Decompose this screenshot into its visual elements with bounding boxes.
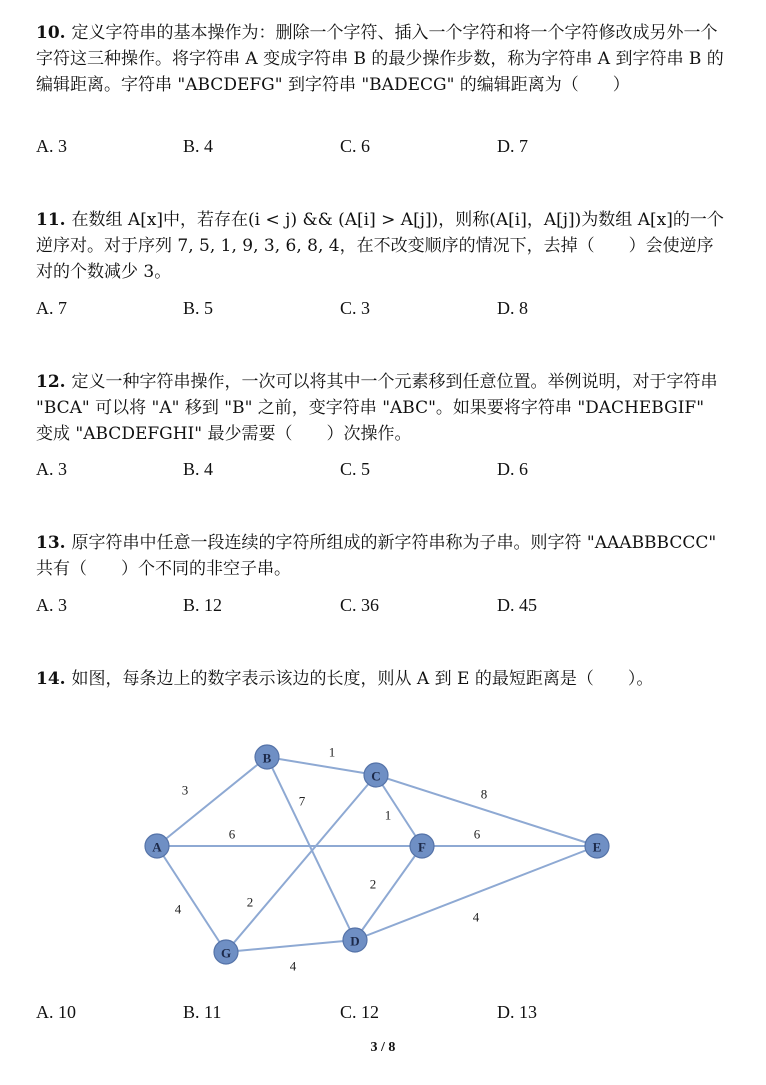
edge-b-c xyxy=(267,757,376,775)
edge-weight-b-c: 1 xyxy=(328,744,336,760)
node-g xyxy=(214,940,238,964)
question-11-stem: 11. 在数组 A[x]中，若存在(i < j) && (A[i] > A[j])，则称(A[i]，A[j])为数组 A[x]的一个逆序对。对于序列 7, 5, 1, 9, 3, 6, 8, 4，在不改变顺序的情况下，去掉（ ）会使逆序对的个数减少 3。 xyxy=(36,210,724,282)
edge-weight-f-e: 6 xyxy=(473,826,481,842)
option-a[interactable]: A. 10 xyxy=(36,1002,76,1022)
node-a xyxy=(145,834,169,858)
option-d[interactable]: D. 45 xyxy=(497,595,537,615)
node-label: A xyxy=(152,839,162,855)
node-label: B xyxy=(262,750,272,766)
question-number: 10 xyxy=(36,23,60,43)
edge-f-d xyxy=(355,846,422,940)
option-a[interactable]: A. 3 xyxy=(36,459,67,479)
graph-edge-weights xyxy=(175,745,488,973)
node-b xyxy=(255,745,279,769)
node-label: F xyxy=(418,839,426,855)
option-b[interactable]: B. 4 xyxy=(183,136,214,156)
option-c[interactable]: C. 5 xyxy=(340,459,371,479)
node-e xyxy=(585,834,609,858)
option-d[interactable]: D. 13 xyxy=(497,1002,537,1022)
node-label: G xyxy=(220,945,232,961)
question-10-options xyxy=(36,136,726,160)
question-12-stem: 12. 定义一种字符串操作，一次可以将其中一个元素移到任意位置。举例说明，对于字符串 "BCA" 可以将 "A" 移到 "B" 之前，变字符串 "ABC"。如果要将字符串 "DACHEBGIF" 变成 "ABCDEFGHI" 最少需要（ ）次操作。 xyxy=(36,372,718,444)
weighted-graph-diagram xyxy=(110,722,670,972)
edge-weight-a-f: 6 xyxy=(228,826,236,842)
node-c xyxy=(364,763,388,787)
question-text: 定义字符串的基本操作为：删除一个字符、插入一个字符和将一个字符修改成另外一个字符这三种操作。将字符串 A 变成字符串 B 的最少操作步数，称为字符串 A 到字符串 B 的编辑距离。字符串 "ABCDEFG" 到字符串 "BADECG" 的编辑距离为（ ） xyxy=(36,23,724,95)
edge-weight-a-g: 4 xyxy=(174,901,182,917)
question-11-options xyxy=(36,298,726,322)
question-text: 在数组 A[x]中，若存在(i < j) && (A[i] > A[j])，则称(A[i]，A[j])为数组 A[x]的一个逆序对。对于序列 7, 5, 1, 9, 3, 6, 8, 4，在不改变顺序的情况下，去掉（ ）会使逆序对的个数减少 3。 xyxy=(36,210,724,282)
edge-weight-g-c: 2 xyxy=(246,894,254,910)
question-text: 如图，每条边上的数字表示该边的长度，则从 A 到 E 的最短距离是（ ）。 xyxy=(71,669,654,689)
option-a[interactable]: A. 3 xyxy=(36,136,67,156)
question-number: 11 xyxy=(36,210,60,230)
node-d xyxy=(343,928,367,952)
edge-weight-c-e: 8 xyxy=(480,786,488,802)
question-12-options xyxy=(36,459,726,483)
question-14-options xyxy=(36,1002,726,1026)
node-label: E xyxy=(592,839,602,855)
option-c[interactable]: C. 3 xyxy=(340,298,371,318)
option-b[interactable]: B. 12 xyxy=(183,595,223,615)
node-label: D xyxy=(350,933,360,949)
option-c[interactable]: C. 36 xyxy=(340,595,380,615)
edge-a-b xyxy=(157,757,267,846)
option-b[interactable]: B. 4 xyxy=(183,459,214,479)
edge-d-e xyxy=(355,846,597,940)
edge-weight-b-d: 7 xyxy=(298,793,306,809)
option-d[interactable]: D. 7 xyxy=(497,136,528,156)
edge-weight-g-d: 4 xyxy=(289,958,297,972)
question-13-options xyxy=(36,595,726,619)
question-14-stem: 14. 如图，每条边上的数字表示该边的长度，则从 A 到 E 的最短距离是（ ）。 xyxy=(36,669,654,689)
question-text: 原字符串中任意一段连续的字符所组成的新字符串称为子串。则字符 "AAABBBCCC" 共有（ ）个不同的非空子串。 xyxy=(36,533,717,579)
question-number: 13 xyxy=(36,533,60,553)
node-f xyxy=(410,834,434,858)
edge-c-f xyxy=(376,775,422,846)
option-a[interactable]: A. 7 xyxy=(36,298,67,318)
question-number: 14 xyxy=(36,669,60,689)
page-number: 3 / 8 xyxy=(370,1040,396,1055)
option-d[interactable]: D. 8 xyxy=(497,298,528,318)
question-text: 定义一种字符串操作，一次可以将其中一个元素移到任意位置。举例说明，对于字符串 "BCA" 可以将 "A" 移到 "B" 之前，变字符串 "ABC"。如果要将字符串 "DACHEBGIF" 变成 "ABCDEFGHI" 最少需要（ ）次操作。 xyxy=(36,372,718,444)
option-a[interactable]: A. 3 xyxy=(36,595,67,615)
option-b[interactable]: B. 5 xyxy=(183,298,214,318)
question-13-stem: 13. 原字符串中任意一段连续的字符所组成的新字符串称为子串。则字符 "AAABBBCCC" 共有（ ）个不同的非空子串。 xyxy=(36,533,717,579)
option-b[interactable]: B. 11 xyxy=(183,1002,222,1022)
edge-weight-f-d: 2 xyxy=(369,876,377,892)
edge-weight-a-b: 3 xyxy=(181,782,189,798)
question-number: 12 xyxy=(36,372,60,392)
edge-b-d xyxy=(267,757,355,940)
question-10-stem: 10. 定义字符串的基本操作为：删除一个字符、插入一个字符和将一个字符修改成另外一个字符这三种操作。将字符串 A 变成字符串 B 的最少操作步数，称为字符串 A 到字符串 B 的编辑距离。字符串 "ABCDEFG" 到字符串 "BADECG" 的编辑距离为（ ） xyxy=(36,23,724,95)
option-c[interactable]: C. 6 xyxy=(340,136,371,156)
option-d[interactable]: D. 6 xyxy=(497,459,528,479)
option-c[interactable]: C. 12 xyxy=(340,1002,380,1022)
edge-g-d xyxy=(226,940,355,952)
node-label: C xyxy=(371,768,381,784)
edge-weight-c-f: 1 xyxy=(384,807,392,823)
edge-a-g xyxy=(157,846,226,952)
edge-weight-d-e: 4 xyxy=(472,909,480,925)
